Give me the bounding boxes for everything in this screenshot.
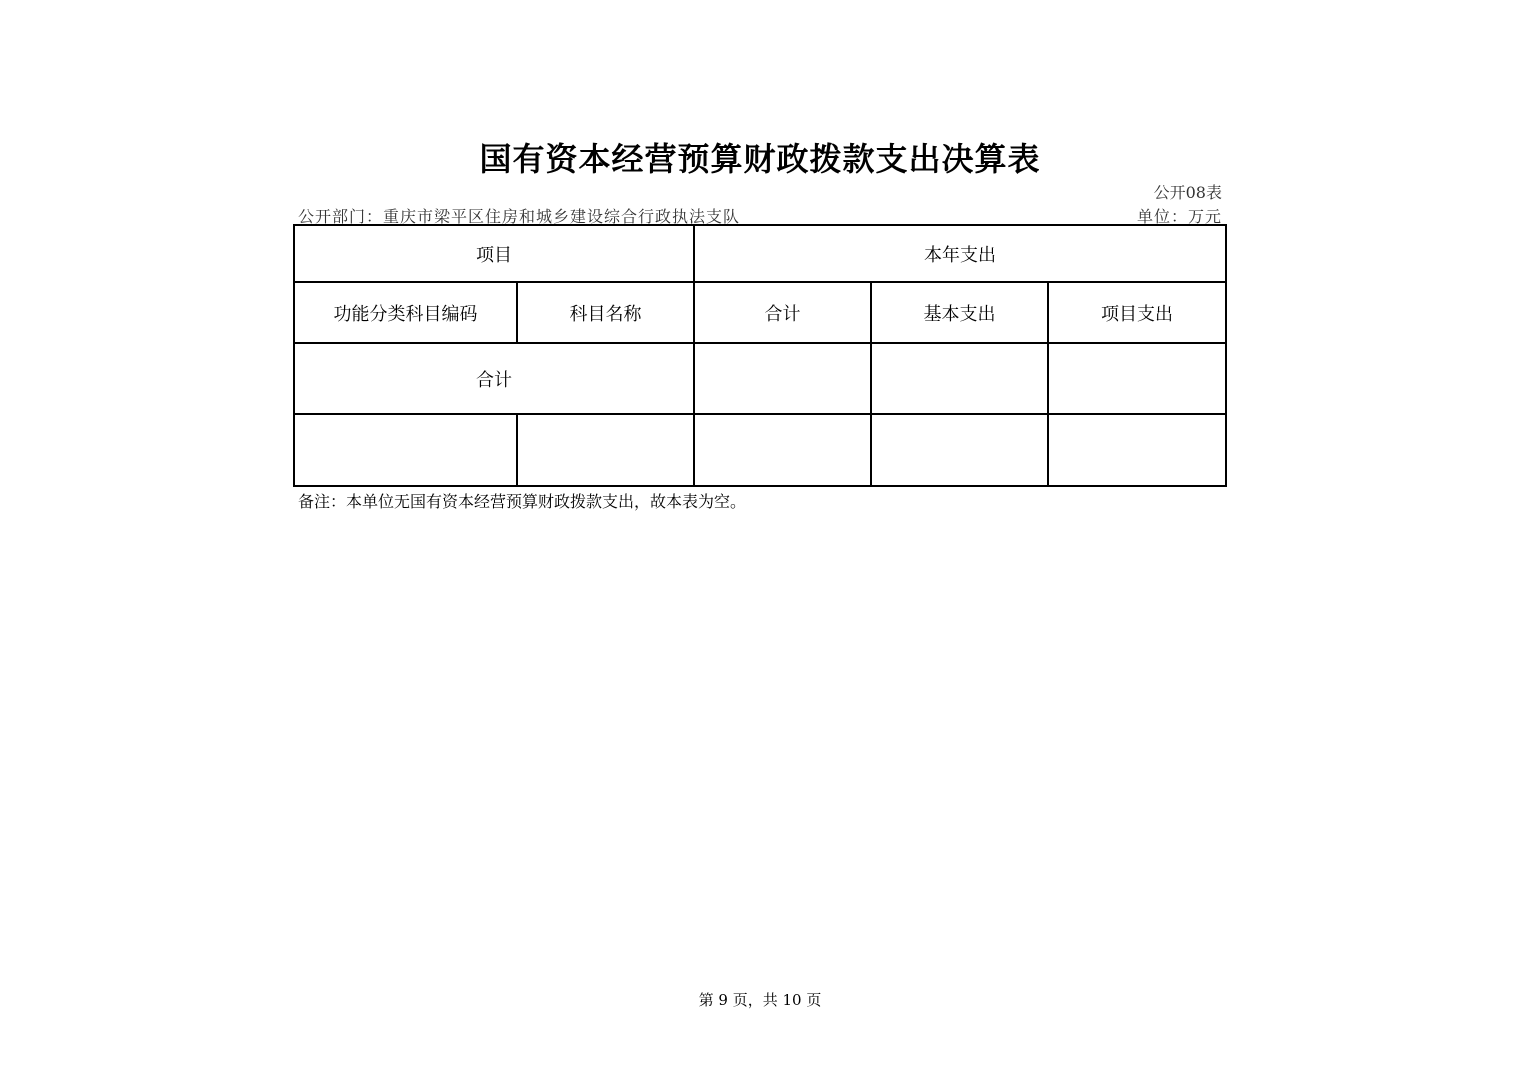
row-subject-name xyxy=(517,414,694,486)
total-label: 合计 xyxy=(294,343,694,414)
form-number: 公开08表 xyxy=(1153,183,1222,202)
page-title: 国有资本经营预算财政拨款支出决算表 xyxy=(479,140,1041,178)
expense-table xyxy=(293,224,1227,487)
header-basic-expense: 基本支出 xyxy=(871,282,1048,343)
department-label: 公开部门：重庆市梁平区住房和城乡建设综合行政执法支队 xyxy=(298,207,741,226)
header-row-2 xyxy=(294,282,1226,343)
total-value xyxy=(694,343,871,414)
header-total: 合计 xyxy=(694,282,871,343)
header-row-1 xyxy=(294,225,1226,282)
header-subject-name: 科目名称 xyxy=(517,282,694,343)
row-basic-expense xyxy=(871,414,1048,486)
row-function-code xyxy=(294,414,517,486)
page-footer: 第 9 页，共 10 页 xyxy=(698,991,822,1009)
total-project-expense xyxy=(1048,343,1226,414)
header-function-code: 功能分类科目编码 xyxy=(294,282,517,343)
header-project-expense: 项目支出 xyxy=(1048,282,1226,343)
table-row xyxy=(294,414,1226,486)
total-basic-expense xyxy=(871,343,1048,414)
total-row xyxy=(294,343,1226,414)
note-text: 备注：本单位无国有资本经营预算财政拨款支出，故本表为空。 xyxy=(298,492,747,511)
row-total xyxy=(694,414,871,486)
header-item: 项目 xyxy=(294,225,694,282)
unit-label: 单位：万元 xyxy=(1136,207,1222,226)
header-current-year-expense: 本年支出 xyxy=(694,225,1226,282)
row-project-expense xyxy=(1048,414,1226,486)
